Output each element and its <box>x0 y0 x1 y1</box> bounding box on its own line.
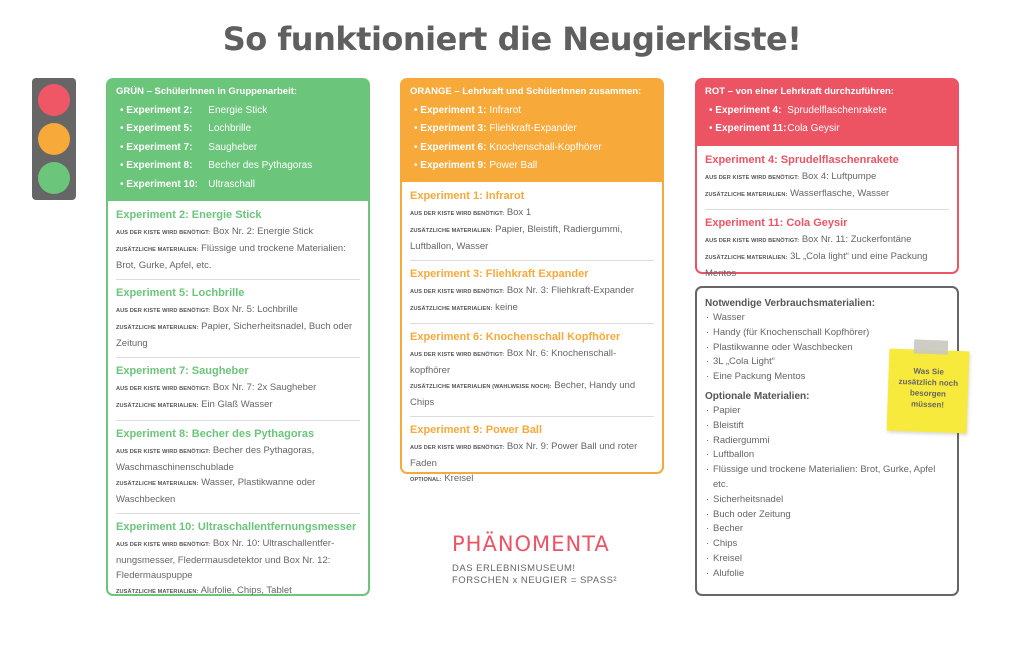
experiment-row: ZUSÄTZLICHE MATERIALIEN (WAHLWEISE NOCH): Becher, Handy und Chips <box>410 380 636 408</box>
orange-list-item: • Experiment 1: Infrarot <box>414 105 522 116</box>
experiment-title: Experiment 5: Lochbrille <box>116 287 245 299</box>
list-item: · Radiergummi <box>705 434 949 449</box>
red-card <box>695 78 959 279</box>
orange-list-item: • Experiment 3: Fliehkraft-Expander <box>414 123 577 135</box>
experiment-row: AUS DER KISTE WIRD BENÖTIGT: Box Nr. 2: Energie Stick <box>116 226 314 237</box>
list-item: · Alufolie <box>705 567 949 582</box>
green-header-title: GRÜN – SchülerInnen in Gruppenarbeit: <box>116 86 298 97</box>
note-line: müssen! <box>910 399 945 410</box>
experiment-block <box>116 365 360 421</box>
experiment-block <box>410 331 654 417</box>
green-list-item: • Experiment 7: Saugheber <box>120 141 258 153</box>
experiment-block <box>410 190 654 261</box>
list-item: · Flüssige und trockene Materialien: Brot, Gurke, Apfel etc. <box>705 463 949 493</box>
list-item: · Chips <box>705 537 949 552</box>
experiment-row: ZUSÄTZLICHE MATERIALIEN: Alufolie, Chips, Tablet <box>116 585 292 596</box>
green-card <box>106 78 370 596</box>
list-item: · Buch oder Zeitung <box>705 508 949 523</box>
sticky-note <box>887 349 970 434</box>
note-line: besorgen <box>909 388 947 399</box>
experiment-block <box>410 424 654 494</box>
experiment-row: ZUSÄTZLICHE MATERIALIEN: Flüssige und trockene Materialien: Brot, Gurke, Apfel, etc. <box>116 243 346 271</box>
experiment-title: Experiment 1: Infrarot <box>410 190 525 202</box>
logo-tagline: DAS ERLEBNISMUSEUM! <box>452 563 576 574</box>
red-list-item: • Experiment 11:Cola Geysir <box>709 123 840 135</box>
list-item: · Sicherheitsnadel <box>705 493 949 508</box>
experiment-row: OPTIONAL: Kreisel <box>410 473 474 484</box>
list-item: · Papier <box>705 404 949 419</box>
experiment-row: ZUSÄTZLICHE MATERIALIEN: 3L „Cola light“ und eine Packung Mentos <box>705 251 928 279</box>
list-item: · Kreisel <box>705 552 949 567</box>
experiment-title: Experiment 7: Saugheber <box>116 365 249 377</box>
list-item: · Luftballon <box>705 448 949 463</box>
experiment-row: AUS DER KISTE WIRD BENÖTIGT: Box Nr. 10: Ultraschallentfer-nungsmesser, Fledermausdetektor und Box Nr. 12: Fledermauspuppe <box>116 538 335 581</box>
red-header-title: ROT – von einer Lehrkraft durchzuführen: <box>705 86 894 97</box>
orange-list-item: • Experiment 6: Knochenschall-Kopfhörer <box>414 141 602 153</box>
list-item: · Wasser <box>705 311 949 326</box>
experiment-row: AUS DER KISTE WIRD BENÖTIGT: Box 4: Luftpumpe <box>705 171 877 182</box>
experiment-row: AUS DER KISTE WIRD BENÖTIGT: Becher des Pythagoras, Waschmaschinenschublade <box>116 445 315 473</box>
experiment-title: Experiment 9: Power Ball <box>410 424 543 436</box>
orange-card <box>400 78 664 484</box>
note-line: zusätzlich noch <box>898 376 959 389</box>
experiment-row: AUS DER KISTE WIRD BENÖTIGT: Box Nr. 5: Lochbrille <box>116 304 298 315</box>
traffic-light-icon <box>32 78 76 200</box>
experiment-title: Experiment 2: Energie Stick <box>116 209 262 221</box>
orange-light-icon <box>38 123 70 155</box>
experiment-title: Experiment 11: Cola Geysir <box>705 217 848 229</box>
required-materials-title: Notwendige Verbrauchsmaterialien: <box>705 298 876 309</box>
phaenomenta-logo <box>452 532 617 587</box>
experiment-block <box>705 217 949 287</box>
logo-tagline: FORSCHEN x NEUGIER = SPASS² <box>452 575 618 586</box>
red-card-header <box>697 80 957 146</box>
orange-header-title: ORANGE – Lehrkraft und SchülerInnen zusammen: <box>410 86 642 97</box>
experiment-row: ZUSÄTZLICHE MATERIALIEN: Wasser, Plastikwanne oder Waschbecken <box>116 477 316 505</box>
experiment-block <box>116 521 360 606</box>
green-card-header <box>108 80 368 201</box>
list-item: · Eine Packung Mentos <box>705 370 949 385</box>
experiment-row: ZUSÄTZLICHE MATERIALIEN: keine <box>410 302 518 313</box>
page-title: So funktioniert die Neugierkiste! <box>222 20 802 58</box>
orange-card-body <box>402 182 662 494</box>
tape-icon <box>914 339 948 354</box>
experiment-block <box>410 268 654 324</box>
note-line: Was Sie <box>913 366 945 377</box>
experiment-block <box>116 209 360 280</box>
experiment-title: Experiment 4: Sprudelflaschenrakete <box>705 154 899 166</box>
experiment-row: ZUSÄTZLICHE MATERIALIEN: Ein Glaß Wasser <box>116 399 273 410</box>
experiment-block <box>116 287 360 358</box>
red-list-item: • Experiment 4: Sprudelflaschenrakete <box>709 105 887 116</box>
experiment-title: Experiment 10: Ultraschallentfernungsmesser <box>116 521 357 533</box>
experiment-block <box>116 428 360 514</box>
experiment-row: ZUSÄTZLICHE MATERIALIEN: Papier, Bleistift, Radiergummi, Luftballon, Wasser <box>410 224 623 252</box>
experiment-row: AUS DER KISTE WIRD BENÖTIGT: Box Nr. 9: Power Ball und roter Faden <box>410 441 638 469</box>
list-item: · 3L „Cola Light“ <box>705 355 949 370</box>
orange-list-item: • Experiment 9: Power Ball <box>414 160 538 172</box>
green-card-body <box>108 201 368 606</box>
green-light-icon <box>38 162 70 194</box>
green-list-item: • Experiment 5: Lochbrille <box>120 123 252 135</box>
green-list-item: • Experiment 8: Becher des Pythagoras <box>120 160 313 172</box>
experiment-title: Experiment 8: Becher des Pythagoras <box>116 428 315 440</box>
experiment-row: AUS DER KISTE WIRD BENÖTIGT: Box Nr. 11: Zuckerfontäne <box>705 234 912 245</box>
optional-materials-title: Optionale Materialien: <box>705 390 810 402</box>
experiment-block <box>705 154 949 210</box>
list-item: · Bleistift <box>705 419 949 434</box>
materials-card <box>695 286 959 596</box>
list-item: · Becher <box>705 522 949 537</box>
experiment-row: AUS DER KISTE WIRD BENÖTIGT: Box Nr. 7: 2x Saugheber <box>116 382 317 393</box>
red-card-body <box>697 146 957 287</box>
list-item: · Handy (für Knochenschall Kopfhörer) <box>705 326 949 341</box>
green-list-item: • Experiment 2: Energie Stick <box>120 105 268 116</box>
green-list-item: • Experiment 10: Ultraschall <box>120 178 255 190</box>
experiment-row: AUS DER KISTE WIRD BENÖTIGT: Box Nr. 6: Knochenschall-kopfhörer <box>410 348 617 376</box>
red-light-icon <box>38 84 70 116</box>
orange-card-header <box>402 80 662 182</box>
experiment-title: Experiment 3: Fliehkraft Expander <box>410 268 589 280</box>
list-item: · Plastikwanne oder Waschbecken <box>705 341 949 356</box>
logo-name: PHÄNOMENTA <box>452 532 610 556</box>
materials-card-body <box>697 288 957 582</box>
experiment-row: AUS DER KISTE WIRD BENÖTIGT: Box Nr. 3: Fliehkraft-Expander <box>410 285 635 296</box>
experiment-row: ZUSÄTZLICHE MATERIALIEN: Wasserflasche, Wasser <box>705 188 890 199</box>
experiment-row: ZUSÄTZLICHE MATERIALIEN: Papier, Sicherheitsnadel, Buch oder Zeitung <box>116 321 353 349</box>
experiment-row: AUS DER KISTE WIRD BENÖTIGT: Box 1 <box>410 207 532 218</box>
experiment-title: Experiment 6: Knochenschall Kopfhörer <box>410 331 621 343</box>
